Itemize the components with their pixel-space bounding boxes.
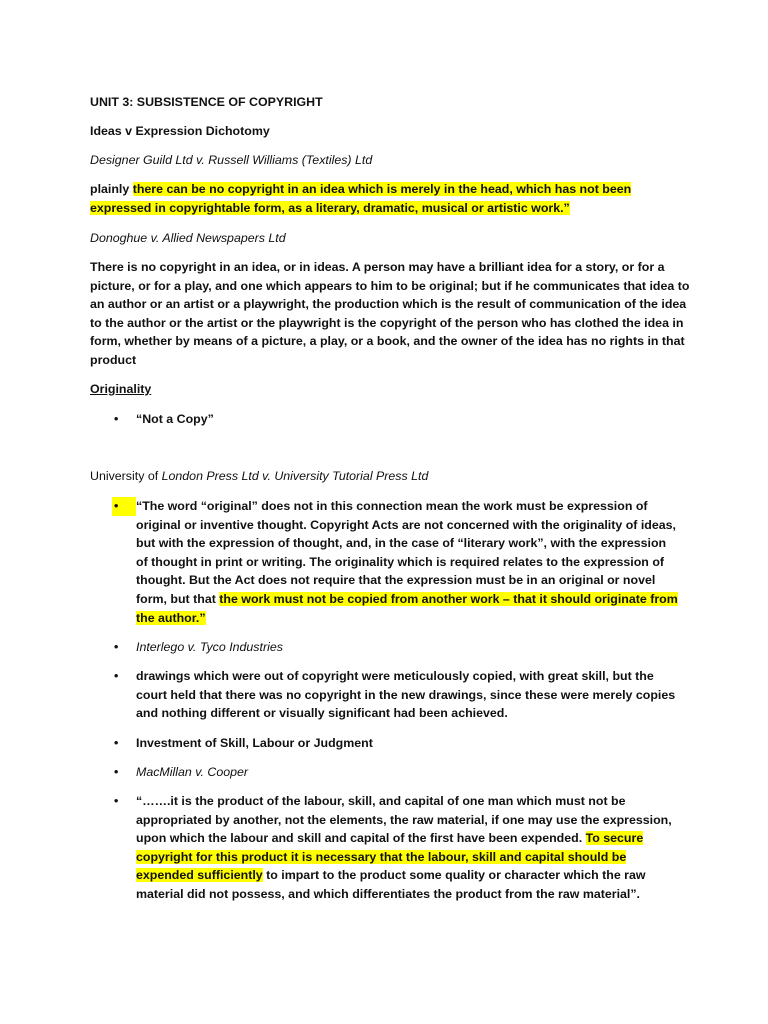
case-interlego: Interlego v. Tyco Industries (136, 640, 283, 654)
case-university-of-london (90, 467, 690, 486)
case-macmillan: MacMillan v. Cooper (136, 765, 249, 779)
list-item (90, 410, 680, 430)
highlighted-quote: To secure copyright for this product it is necessary that the labour, skill and capital should be expended sufficiently (136, 831, 644, 883)
case-name: London Press Ltd v. University Tutorial Press Ltd (161, 469, 429, 483)
bullet-icon: • (114, 794, 119, 808)
list-item (90, 734, 680, 754)
bullet-icon: • (114, 736, 119, 750)
bullet-icon: • (114, 412, 119, 426)
originality-heading: Originality (90, 382, 152, 396)
case-donoghue: Donoghue v. Allied Newspapers Ltd (90, 231, 286, 245)
bullet-icon: • (114, 765, 119, 779)
quote-designer-guild (90, 180, 690, 217)
highlighted-quote: the work must not be copied from another work – that it should originate from the author.” (136, 591, 678, 625)
quote-interlego: drawings which were out of copyright were meticulously copied, with great skill, but the court held that there was no copyright in the new drawings, since these were merely copies and nothing different or visually significant had been achieved. (136, 669, 676, 721)
quote-macmillan (136, 792, 680, 904)
case-designer-guild: Designer Guild Ltd v. Russell Williams (Textiles) Ltd (90, 153, 373, 167)
quote-before: “…….it is the product of the labour, skill, and capital of one man which must not be appropriated by another, not the elements, the raw material, if one may use the expression, upon which the labour and skill and capital of the first have been expended. (136, 794, 672, 846)
case-prefix: University of (90, 469, 162, 483)
ideas-expression-subheading: Ideas v Expression Dichotomy (90, 124, 270, 138)
highlighted-quote: there can be no copyright in an idea which is merely in the head, which has not been expressed in copyrightable form, as a literary, dramatic, musical or artistic work.” (90, 182, 632, 215)
unit-heading: UNIT 3: SUBSISTENCE OF COPYRIGHT (90, 95, 323, 109)
list-item (90, 667, 680, 727)
quote-body: “The word “original” does not in this connection mean the work must be expression of original or inventive thought. Copyright Acts are not concerned with the originality of ideas, but with the expression of thought, and, in the case of “literary work”, with the expression of thought in print or writing. The originality which is required relates to the expression of thought. But the Act does not require that the expression must be in an original or novel form, but that (136, 499, 676, 606)
list-item (90, 497, 680, 627)
quote-lead: plainly (90, 182, 133, 196)
list-item (90, 638, 680, 658)
quote-university-of-london (136, 497, 680, 627)
list-item (90, 792, 680, 912)
investment-heading: Investment of Skill, Labour or Judgment (136, 736, 373, 750)
not-a-copy-text: “Not a Copy” (136, 412, 214, 426)
quote-after: to impart to the product some quality or character which the raw material did not possess, and which differentiates the product from the raw material”. (136, 868, 646, 901)
bullet-icon: • (114, 669, 119, 683)
bullet-icon: • (114, 640, 119, 654)
bullet-icon: • (112, 497, 136, 516)
quote-donoghue: There is no copyright in an idea, or in ideas. A person may have a brilliant idea for a story, or for a picture, or for a play, and one which appears to him to be original; but if he communicates that idea to an author or an artist or a playwright, the production which is the result of communication of the idea to the author or the artist or the playwright is the copyright of the person who has clothed the idea in form, whether by means of a picture, a play, or a book, and the owner of the idea has no rights in that product (90, 260, 690, 367)
list-item (90, 763, 680, 783)
